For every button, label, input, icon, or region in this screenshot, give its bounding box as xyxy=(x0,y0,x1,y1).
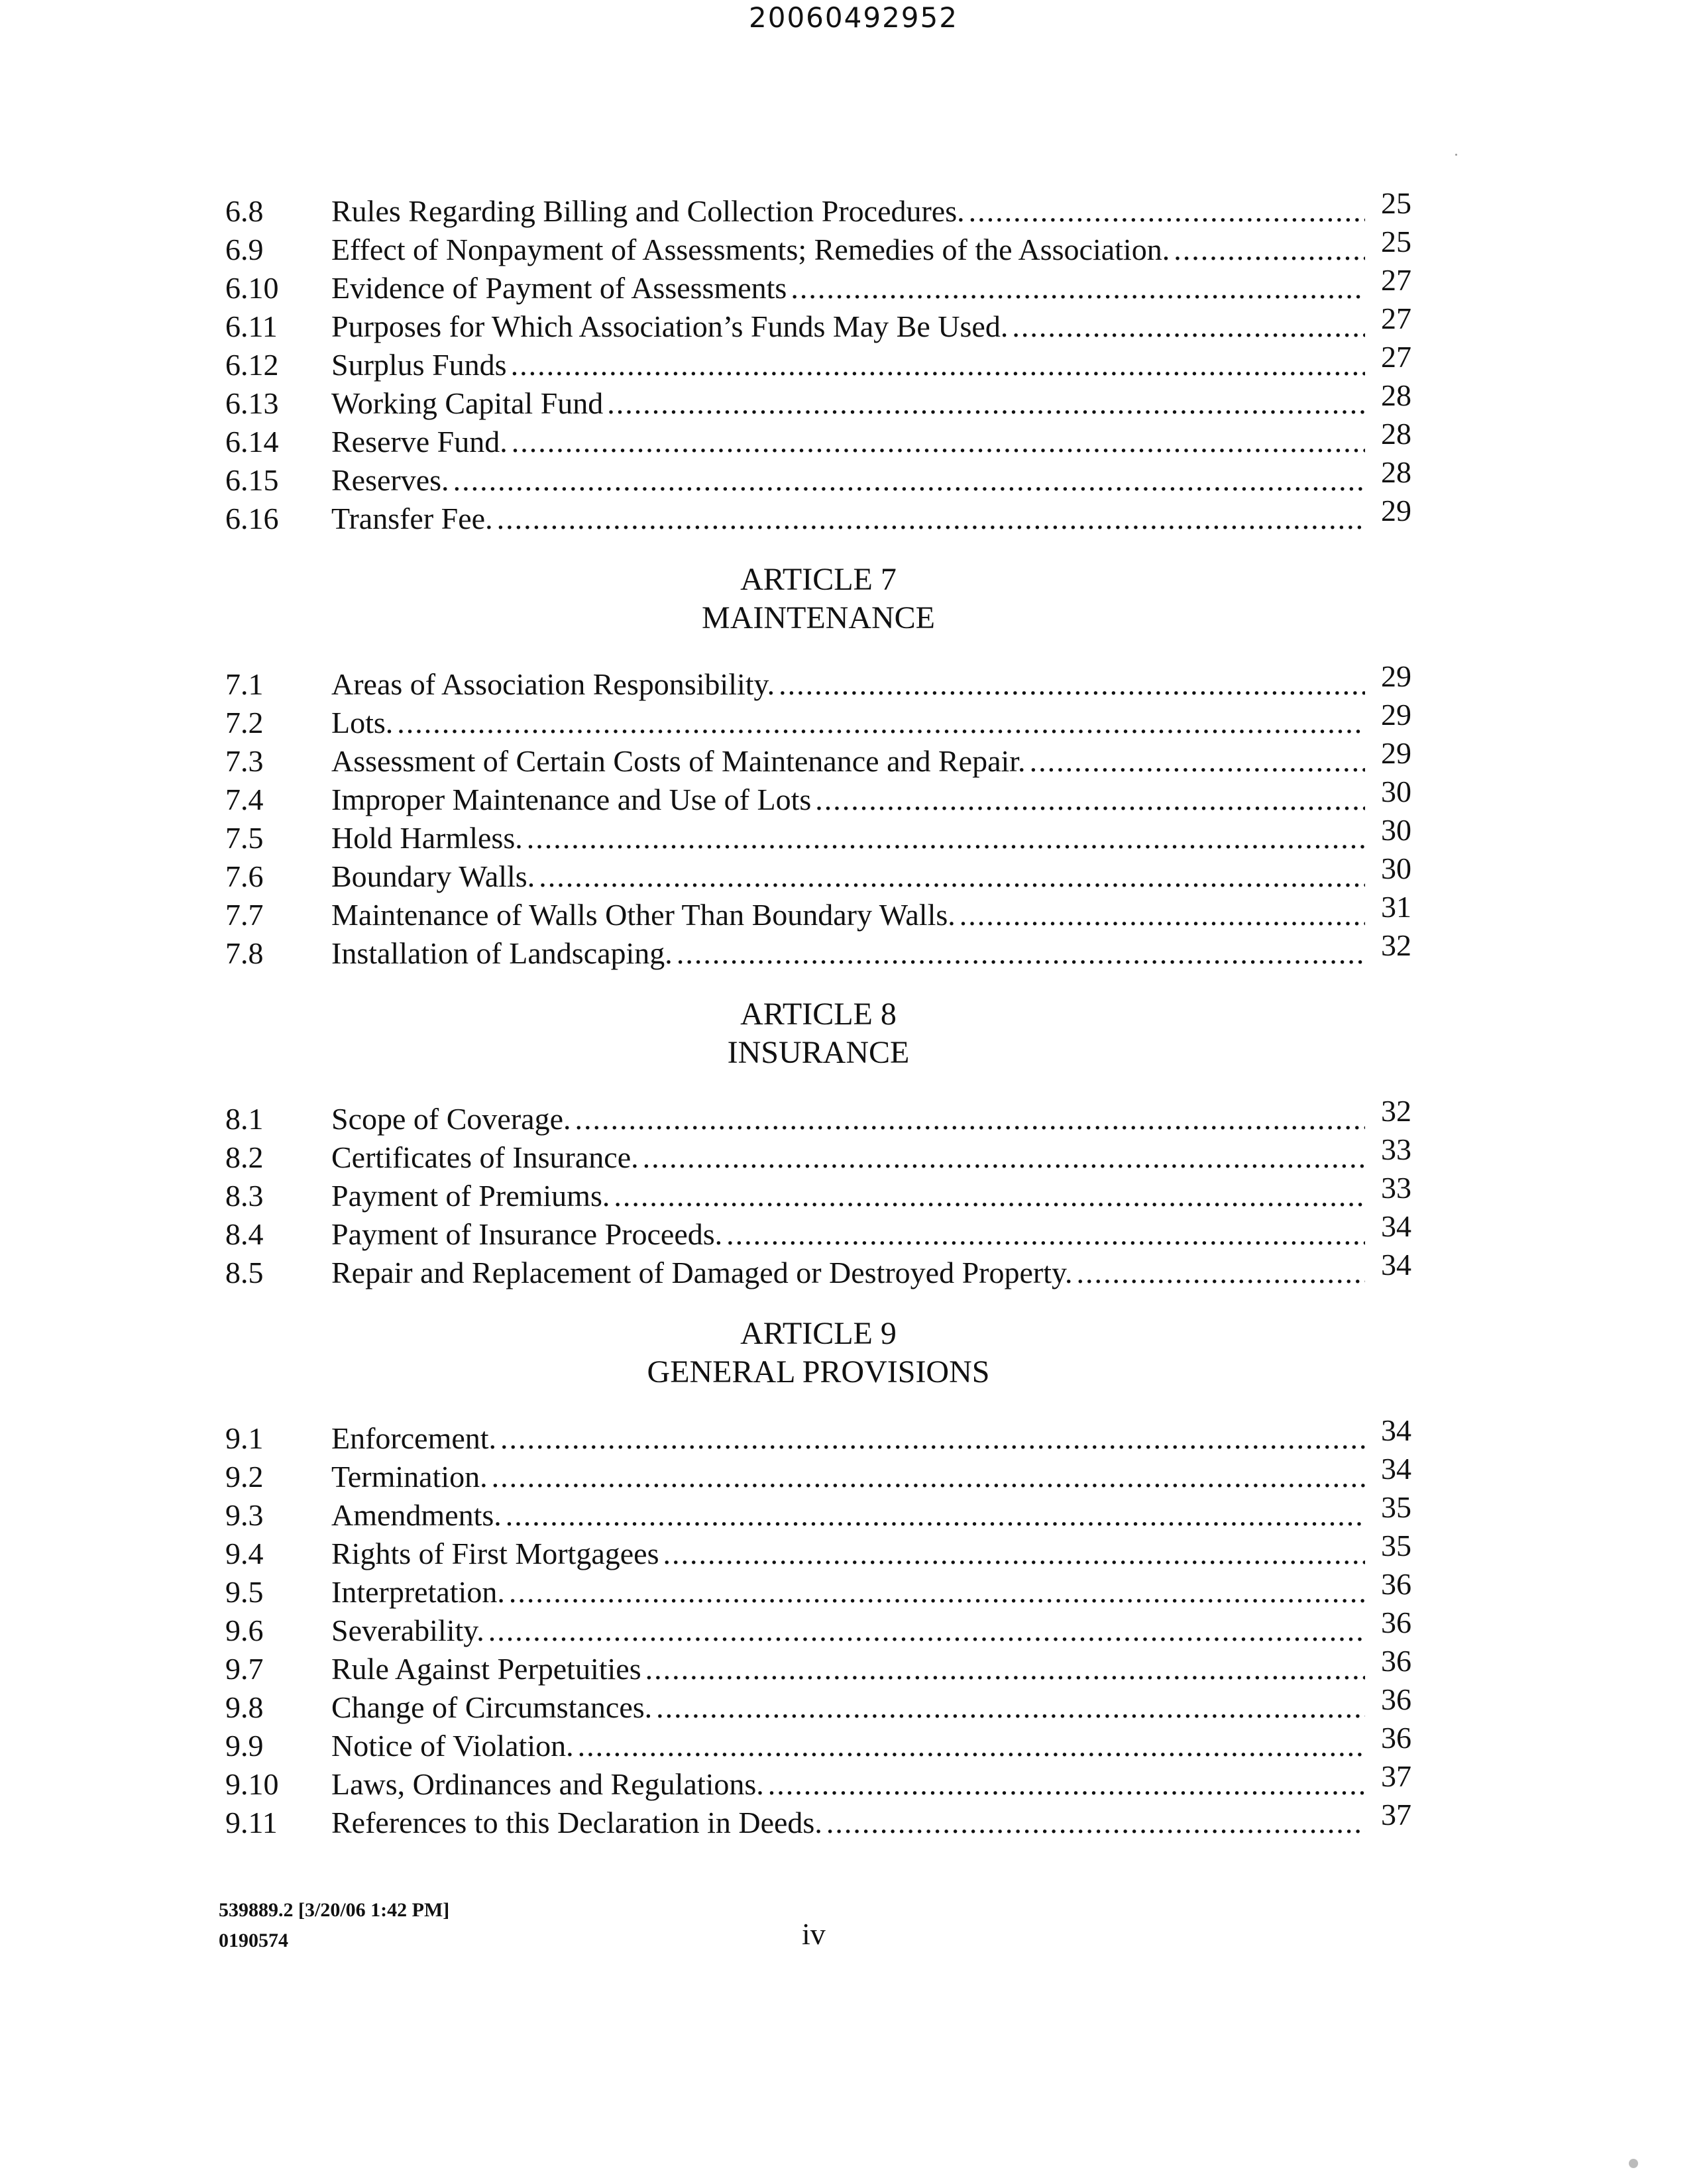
toc-entry-page: 35 xyxy=(1381,1529,1411,1562)
toc-entry-number: 6.11 xyxy=(225,309,278,343)
dot-leader xyxy=(663,1535,1365,1573)
toc-entry-page: 29 xyxy=(1381,494,1411,527)
toc-entry-title: Severability. xyxy=(331,1613,484,1647)
toc-entry-number: 9.5 xyxy=(225,1575,264,1609)
dot-leader xyxy=(969,192,1365,231)
toc-entry-page: 28 xyxy=(1381,455,1411,489)
toc-entry-page: 33 xyxy=(1381,1171,1411,1205)
toc-entry xyxy=(225,1094,1411,1138)
dot-leader xyxy=(826,1804,1365,1842)
dot-leader xyxy=(512,423,1365,461)
toc-entry xyxy=(225,417,1411,461)
dot-leader xyxy=(497,500,1365,538)
toc-entry xyxy=(225,1721,1411,1765)
toc-entry xyxy=(225,1759,1411,1804)
article-heading xyxy=(225,561,1411,637)
toc-entry xyxy=(225,698,1411,742)
toc-entry-page: 28 xyxy=(1381,378,1411,412)
dot-leader xyxy=(614,1177,1365,1215)
toc-entry-page: 34 xyxy=(1381,1209,1411,1243)
toc-entry-page: 27 xyxy=(1381,301,1411,335)
toc-entry-number: 7.5 xyxy=(225,821,264,855)
toc-entry-title: Reserve Fund. xyxy=(331,425,508,459)
dot-leader xyxy=(1030,742,1365,781)
toc-entry-number: 9.6 xyxy=(225,1613,264,1647)
toc-entry xyxy=(225,301,1411,346)
toc-entry xyxy=(225,1132,1411,1177)
toc-entry-number: 9.11 xyxy=(225,1806,278,1839)
toc-entry-title: Lots. xyxy=(331,706,394,739)
toc-entry-page: 37 xyxy=(1381,1798,1411,1831)
dot-leader xyxy=(492,1458,1365,1496)
dot-leader xyxy=(656,1688,1365,1727)
toc-entry-number: 9.9 xyxy=(225,1729,264,1763)
dot-leader xyxy=(726,1215,1365,1254)
toc-entry-page: 27 xyxy=(1381,340,1411,374)
toc-entry-title: Improper Maintenance and Use of Lots xyxy=(331,783,812,816)
toc-entry xyxy=(225,1452,1411,1496)
article-title: INSURANCE xyxy=(727,1035,910,1070)
toc-entry xyxy=(225,1529,1411,1573)
footer-doc-ref: 539889.2 [3/20/06 1:42 PM] xyxy=(219,1899,450,1921)
toc-entry-number: 8.4 xyxy=(225,1217,264,1251)
toc-entry xyxy=(225,186,1411,231)
toc-entry-title: Transfer Fee. xyxy=(331,502,493,535)
toc-entry xyxy=(225,775,1411,819)
toc-entry-page: 30 xyxy=(1381,775,1411,808)
toc-entry-page: 36 xyxy=(1381,1721,1411,1755)
toc-entry xyxy=(225,736,1411,781)
toc-entry-title: Hold Harmless. xyxy=(331,821,523,855)
toc-entry-title: Termination. xyxy=(331,1460,488,1494)
toc-entry-number: 6.16 xyxy=(225,502,279,535)
dot-leader xyxy=(643,1138,1365,1177)
toc-entry-number: 6.15 xyxy=(225,463,279,497)
toc-entry-title: References to this Declaration in Deeds. xyxy=(331,1806,822,1839)
toc-entry xyxy=(225,1606,1411,1650)
dot-leader xyxy=(815,781,1365,819)
toc-entry-number: 6.12 xyxy=(225,348,279,382)
toc-entry-number: 9.2 xyxy=(225,1460,264,1494)
toc-entry-number: 9.3 xyxy=(225,1498,264,1532)
footer-info xyxy=(219,1895,449,1956)
toc-entry-title: Notice of Violation. xyxy=(331,1729,574,1763)
toc-entry-title: Amendments. xyxy=(331,1498,502,1532)
toc-entry xyxy=(225,659,1411,704)
toc-entry-number: 8.3 xyxy=(225,1179,264,1213)
toc-entry xyxy=(225,1209,1411,1254)
toc-entry xyxy=(225,1682,1411,1727)
dot-leader xyxy=(645,1650,1365,1688)
toc-entry-page: 28 xyxy=(1381,417,1411,451)
toc-entry-title: Rules Regarding Billing and Collection Procedures. xyxy=(331,194,965,228)
toc-entry-page: 25 xyxy=(1381,225,1411,258)
dot-leader xyxy=(960,896,1365,934)
toc-entry xyxy=(225,1413,1411,1458)
footer-client-number: 0190574 xyxy=(219,1930,288,1951)
toc-entry-number: 6.9 xyxy=(225,233,264,266)
toc-entry-page: 34 xyxy=(1381,1413,1411,1447)
dot-leader xyxy=(453,461,1365,500)
toc-entry-page: 34 xyxy=(1381,1248,1411,1282)
toc-entry-title: Boundary Walls. xyxy=(331,859,535,893)
dot-leader xyxy=(1174,231,1365,269)
toc-entry-page: 25 xyxy=(1381,186,1411,220)
toc-entry xyxy=(225,263,1411,307)
toc-entry-number: 7.4 xyxy=(225,783,264,816)
dot-leader xyxy=(500,1419,1365,1458)
dot-leader xyxy=(539,857,1365,896)
toc-entry xyxy=(225,851,1411,896)
toc-entry-number: 6.8 xyxy=(225,194,264,228)
toc-entry-number: 7.6 xyxy=(225,859,264,893)
dot-leader xyxy=(779,665,1365,704)
toc-entry-number: 9.7 xyxy=(225,1652,264,1686)
toc-entry-number: 7.3 xyxy=(225,744,264,778)
toc-entry-page: 30 xyxy=(1381,813,1411,847)
toc-entry-number: 7.1 xyxy=(225,667,264,701)
toc-entry-number: 9.8 xyxy=(225,1690,264,1724)
toc-entry-number: 7.2 xyxy=(225,706,264,739)
toc-entry xyxy=(225,1248,1411,1292)
toc-entry xyxy=(225,813,1411,857)
toc-entry-page: 36 xyxy=(1381,1682,1411,1716)
toc-entry-page: 32 xyxy=(1381,1094,1411,1128)
dot-leader xyxy=(578,1727,1365,1765)
dot-leader xyxy=(677,934,1365,973)
toc-entry-number: 8.1 xyxy=(225,1102,264,1136)
toc-entry-title: Change of Circumstances. xyxy=(331,1690,653,1724)
toc-entry xyxy=(225,890,1411,934)
dot-leader xyxy=(511,346,1365,384)
toc-entry-page: 36 xyxy=(1381,1567,1411,1601)
toc-entry-page: 34 xyxy=(1381,1452,1411,1486)
toc-entry-number: 9.10 xyxy=(225,1767,279,1801)
article-number: ARTICLE 9 xyxy=(740,1316,897,1351)
toc-entry-title: Maintenance of Walls Other Than Boundary Walls. xyxy=(331,898,956,932)
toc-entry-title: Working Capital Fund xyxy=(331,386,604,420)
article-title: MAINTENANCE xyxy=(702,600,935,635)
scan-speck xyxy=(1455,154,1457,156)
article-heading xyxy=(225,995,1411,1072)
toc-entry-page: 29 xyxy=(1381,659,1411,693)
toc-entry-title: Rights of First Mortgagees xyxy=(331,1537,659,1570)
toc-entry-title: Scope of Coverage. xyxy=(331,1102,571,1136)
article-number: ARTICLE 8 xyxy=(740,997,897,1032)
toc-entry-page: 30 xyxy=(1381,851,1411,885)
toc-entry-page: 29 xyxy=(1381,736,1411,770)
toc-entry-title: Laws, Ordinances and Regulations. xyxy=(331,1767,764,1801)
dot-leader xyxy=(768,1765,1365,1804)
toc-entry-page: 31 xyxy=(1381,890,1411,924)
dot-leader xyxy=(791,269,1365,307)
toc-entry-page: 33 xyxy=(1381,1132,1411,1166)
document-number: 20060492952 xyxy=(749,1,958,34)
toc-entry-title: Payment of Premiums. xyxy=(331,1179,610,1213)
dot-leader xyxy=(506,1496,1365,1535)
toc-entry-page: 32 xyxy=(1381,928,1411,962)
toc-entry xyxy=(225,340,1411,384)
table-of-contents xyxy=(225,186,1411,1842)
article-number: ARTICLE 7 xyxy=(740,562,897,597)
toc-entry-title: Effect of Nonpayment of Assessments; Remedies of the Association. xyxy=(331,233,1170,266)
article-title: GENERAL PROVISIONS xyxy=(647,1354,990,1390)
toc-entry xyxy=(225,1567,1411,1611)
toc-entry-number: 8.5 xyxy=(225,1256,264,1289)
toc-entry-number: 6.13 xyxy=(225,386,279,420)
toc-entry xyxy=(225,1798,1411,1842)
toc-entry-title: Certificates of Insurance. xyxy=(331,1140,639,1174)
toc-entry-number: 8.2 xyxy=(225,1140,264,1174)
page-number: iv xyxy=(802,1917,826,1951)
article-heading xyxy=(225,1315,1411,1392)
toc-entry xyxy=(225,1171,1411,1215)
toc-entry-page: 27 xyxy=(1381,263,1411,297)
toc-entry-page: 35 xyxy=(1381,1490,1411,1524)
toc-entry-title: Areas of Association Responsibility. xyxy=(331,667,775,701)
toc-entry-title: Enforcement. xyxy=(331,1421,497,1455)
toc-entry-title: Payment of Insurance Proceeds. xyxy=(331,1217,723,1251)
toc-entry xyxy=(225,225,1411,269)
toc-entry-title: Repair and Replacement of Damaged or Destroyed Property. xyxy=(331,1256,1073,1289)
dot-leader xyxy=(527,819,1365,857)
dot-leader xyxy=(575,1100,1366,1138)
toc-entry-number: 7.7 xyxy=(225,898,264,932)
toc-entry xyxy=(225,1644,1411,1688)
toc-entry-page: 36 xyxy=(1381,1644,1411,1678)
dot-leader xyxy=(488,1611,1365,1650)
toc-entry-number: 6.14 xyxy=(225,425,279,459)
scan-speck xyxy=(1629,2159,1638,2168)
dot-leader xyxy=(1012,307,1365,346)
toc-entry-number: 9.1 xyxy=(225,1421,264,1455)
toc-entry xyxy=(225,455,1411,500)
toc-entry-number: 7.8 xyxy=(225,936,264,970)
dot-leader xyxy=(397,704,1365,742)
toc-entry-title: Assessment of Certain Costs of Maintenance and Repair. xyxy=(331,744,1026,778)
toc-entry-title: Purposes for Which Association’s Funds May Be Used. xyxy=(331,309,1009,343)
toc-entry xyxy=(225,494,1411,538)
toc-entry-title: Surplus Funds xyxy=(331,348,507,382)
toc-entry-page: 37 xyxy=(1381,1759,1411,1793)
toc-entry xyxy=(225,928,1411,973)
toc-entry xyxy=(225,378,1411,423)
dot-leader xyxy=(607,384,1365,423)
toc-entry-title: Rule Against Perpetuities xyxy=(331,1652,641,1686)
toc-entry-title: Evidence of Payment of Assessments xyxy=(331,271,787,305)
toc-entry-page: 29 xyxy=(1381,698,1411,732)
toc-entry-title: Interpretation. xyxy=(331,1575,505,1609)
toc-entry-title: Installation of Landscaping. xyxy=(331,936,673,970)
dot-leader xyxy=(1077,1254,1365,1292)
toc-entry-title: Reserves. xyxy=(331,463,449,497)
toc-entry-number: 9.4 xyxy=(225,1537,264,1570)
toc-entry-page: 36 xyxy=(1381,1606,1411,1639)
toc-entry xyxy=(225,1490,1411,1535)
toc-entry-number: 6.10 xyxy=(225,271,279,305)
dot-leader xyxy=(509,1573,1365,1611)
